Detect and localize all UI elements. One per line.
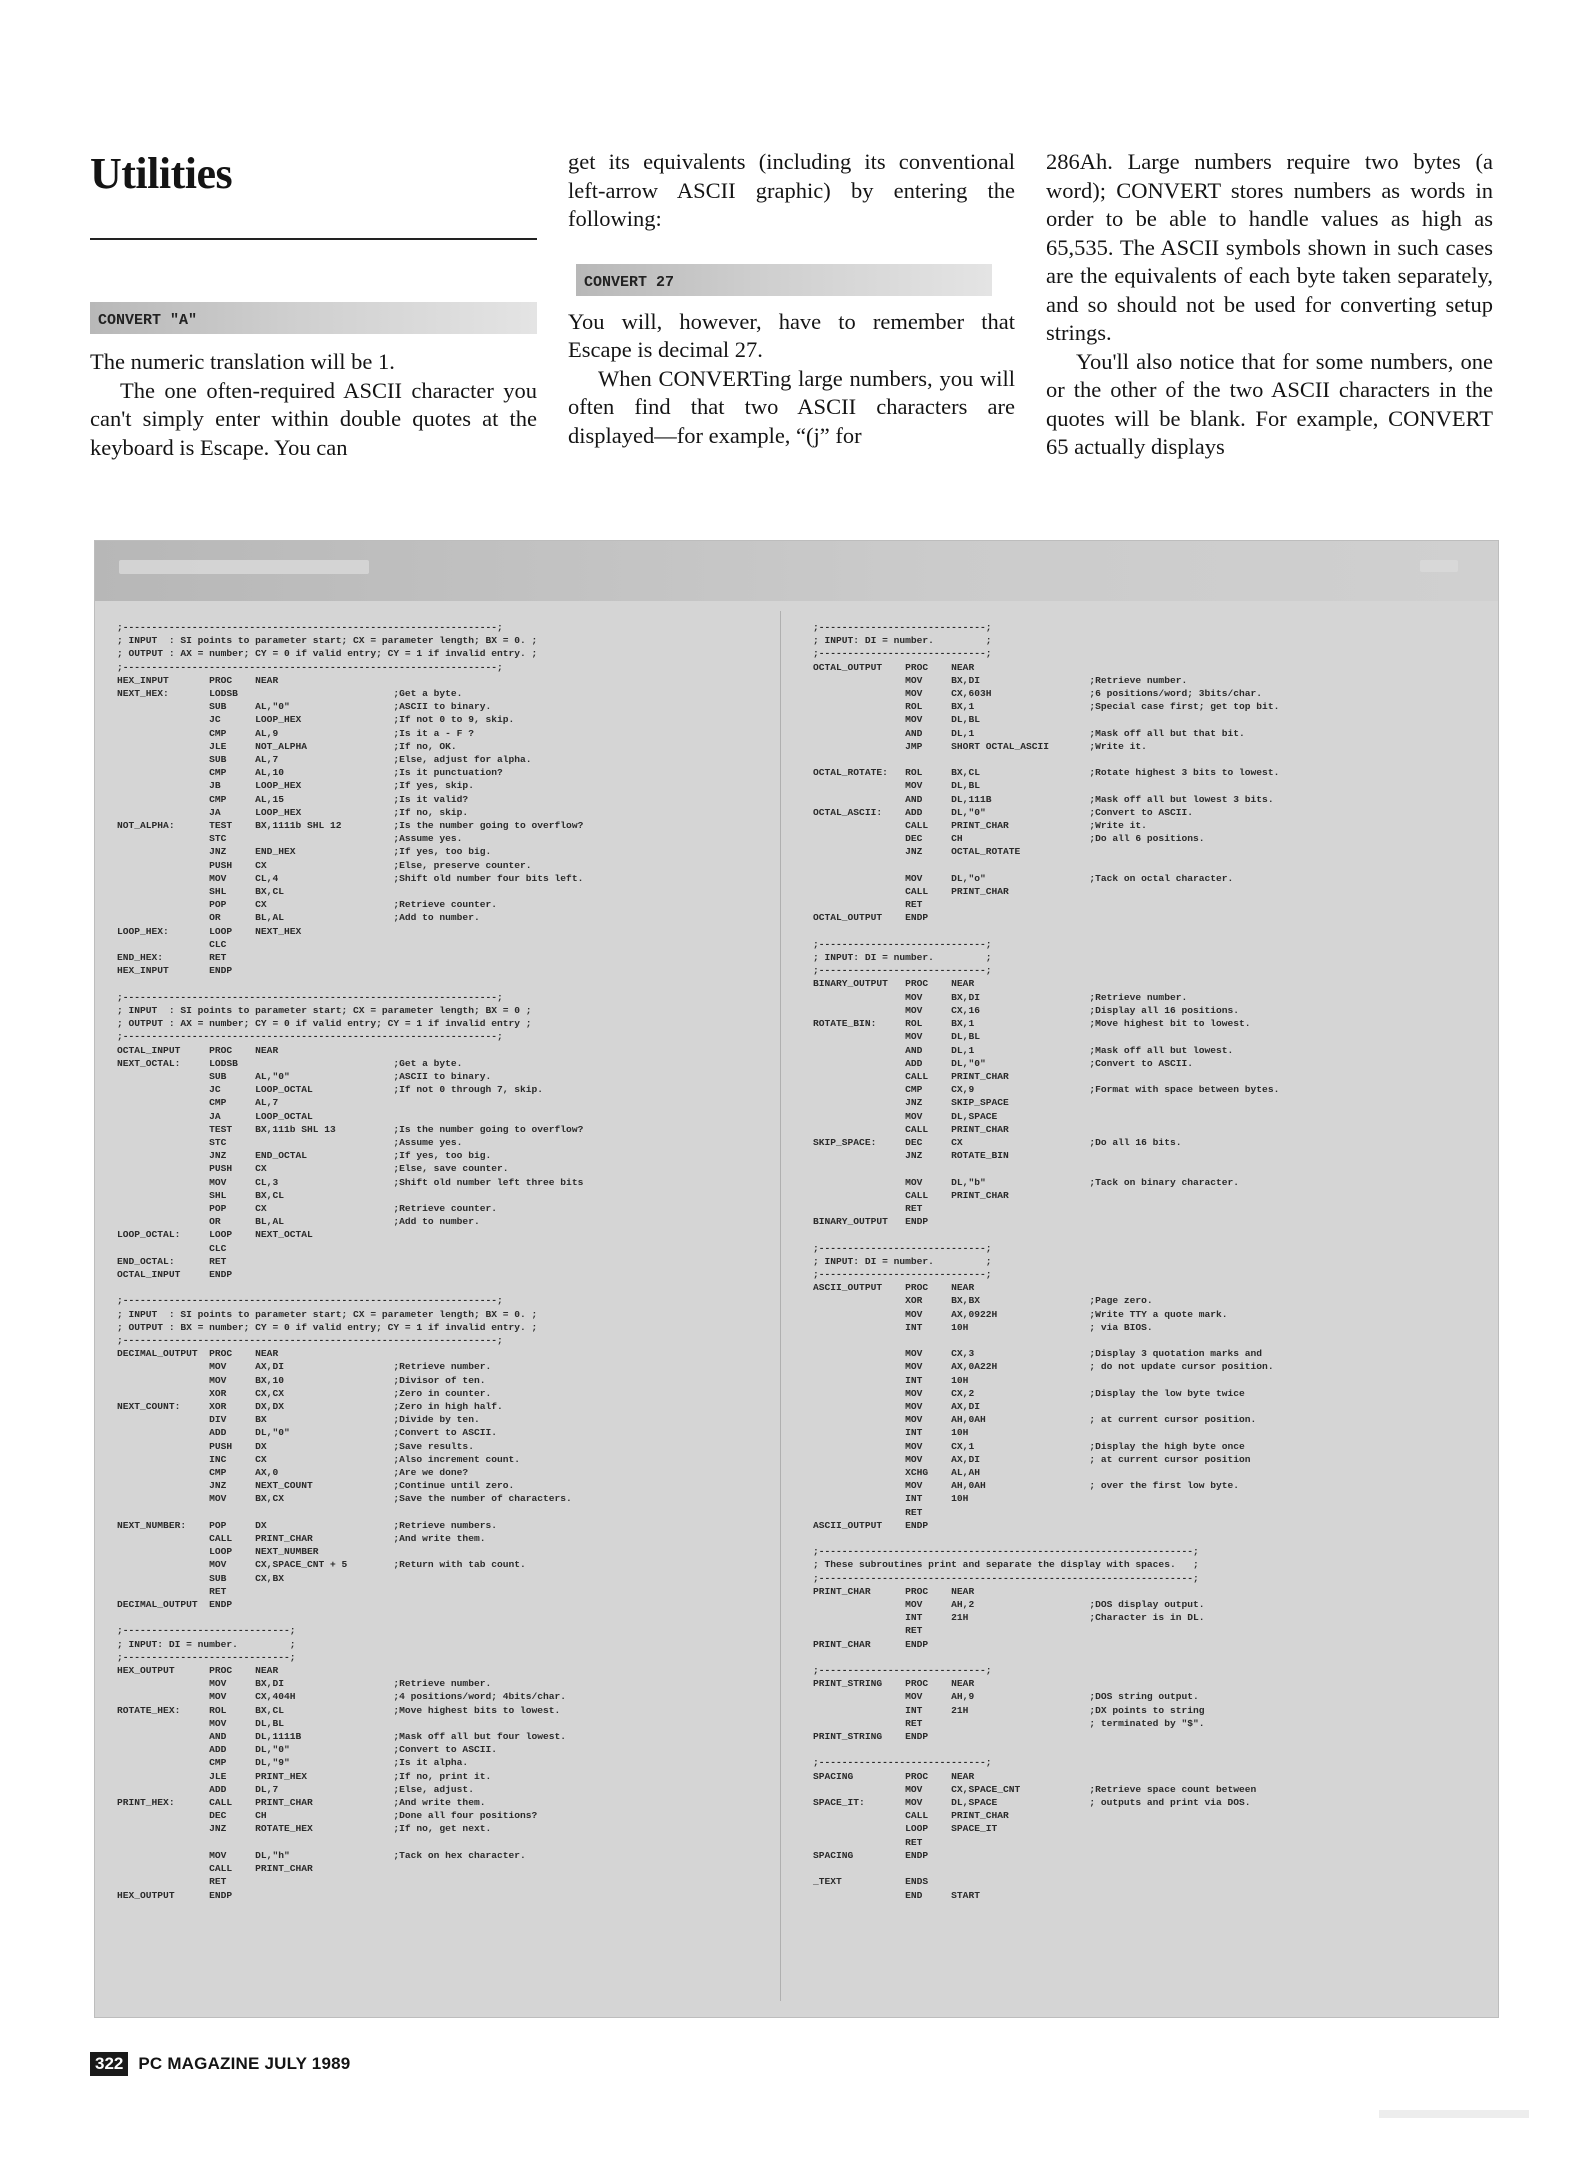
listing-header-label bbox=[119, 560, 369, 574]
paragraph: The one often-required ASCII character you can't simply enter within double quotes at the keyboard is Escape. You can bbox=[90, 377, 537, 460]
paragraph: You will, however, have to remember that Escape is decimal 27. bbox=[568, 308, 1015, 362]
corner-mark bbox=[1379, 2110, 1529, 2118]
paragraph: get its equivalents (including its conventional left-arrow ASCII graphic) by entering the following: bbox=[568, 149, 1015, 231]
paragraph: When CONVERTing large numbers, you will often find that two ASCII characters are displayed—for example, “(j” for bbox=[568, 365, 1015, 448]
publication-line: PC MAGAZINE JULY 1989 bbox=[138, 2054, 351, 2073]
column-divider bbox=[780, 611, 781, 2001]
page-number: 322 bbox=[90, 2052, 128, 2076]
code-column-right: ;-----------------------------; ; INPUT: DI = number. ; ;-----------------------------; OCTAL_OUTPUT PROC NEAR MOV BX,DI ;Retrieve number. MOV CX,603H ;6 positions/word; 3bits/char. ROL BX,1 ;Special case first; get top bit. MOV DL,BL AND DL,1 ;Mask off all but that bit. JMP SHORT OCTAL_ASCII ;Write it. OCTAL_ROTATE: ROL BX,CL ;Rotate highest 3 bits to lowest. MOV DL,BL AND DL,111B ;Mask off all but lowest 3 bits. OCTAL_ASCII: ADD DL,"0" ;Convert to ASCII. CALL PRINT_CHAR ;Write it. DEC CH ;Do all 6 positions. JNZ OCTAL_ROTATE MOV DL,"o" ;Tack on octal character. CALL PRINT_CHAR RET OCTAL_OUTPUT ENDP ;-----------------------------; ; INPUT: DI = number. ; ;-----------------------------; BINARY_OUTPUT PROC NEAR MOV BX,DI ;Retrieve number. MOV CX,16 ;Display all 16 positions. ROTATE_BIN: ROL BX,1 ;Move highest bit to lowest. MOV DL,BL AND DL,1 ;Mask off all but lowest. ADD DL,"0" ;Convert to ASCII. CALL PRINT_CHAR CMP CX,9 ;Format with space between bytes. JNZ SKIP_SPACE MOV DL,SPACE CALL PRINT_CHAR SKIP_SPACE: DEC CX ;Do all 16 bits. JNZ ROTATE_BIN MOV DL,"b" ;Tack on binary character. CALL PRINT_CHAR RET BINARY_OUTPUT ENDP ;-----------------------------; ; INPUT: DI = number. ; ;-----------------------------; ASCII_OUTPUT PROC NEAR XOR BX,BX ;Page zero. MOV AX,0922H ;Write TTY a quote mark. INT 10H ; via BIOS. MOV CX,3 ;Display 3 quotation marks and MOV AX,0A22H ; do not update cursor position. INT 10H MOV CX,2 ;Display the low byte twice MOV AX,DI MOV AH,0AH ; at current cursor position. INT 10H MOV CX,1 ;Display the high byte once MOV AX,DI ; at current cursor position XCHG AL,AH MOV AH,0AH ; over the first low byte. INT 10H RET ASCII_OUTPUT ENDP ;-----------------------------------------------------------------; ; These subroutines print and separate the display with spaces. ; ;-----------------------------------------------------------------; PRINT_CHAR PROC NEAR MOV AH,2 ;DOS display output. INT 21H ;Character is in DL. RET PRINT_CHAR ENDP ;-----------------------------; PRINT_STRING PROC NEAR MOV AH,9 ;DOS string output. INT 21H ;DX points to string RET ; terminated by "$". PRINT_STRING ENDP ;-----------------------------; SPACING PROC NEAR MOV CX,SPACE_CNT ;Retrieve space count between SPACE_IT: MOV DL,SPACE ; outputs and print via DOS. CALL PRINT_CHAR LOOP SPACE_IT RET SPACING ENDP _TEXT ENDS END START bbox=[813, 622, 1280, 1901]
page-footer bbox=[90, 2052, 350, 2076]
code-example: CONVERT "A" bbox=[90, 302, 537, 334]
listing-header-bar bbox=[95, 541, 1498, 601]
code-column-left: ;-----------------------------------------------------------------; ; INPUT : SI points to parameter start; CX = parameter length; BX = 0. ; ; OUTPUT : AX = number; CY = 0 if valid entry; CY = 1 if invalid entry. ; ;-----------------------------------------------------------------; HEX_INPUT PROC NEAR NEXT_HEX: LODSB ;Get a byte. SUB AL,"0" ;ASCII to binary. JC LOOP_HEX ;If not 0 to 9, skip. CMP AL,9 ;Is it a - F ? JLE NOT_ALPHA ;If no, OK. SUB AL,7 ;Else, adjust for alpha. CMP AL,10 ;Is it punctuation? JB LOOP_HEX ;If yes, skip. CMP AL,15 ;Is it valid? JA LOOP_HEX ;If no, skip. NOT_ALPHA: TEST BX,1111b SHL 12 ;Is the number going to overflow? STC ;Assume yes. JNZ END_HEX ;If yes, too big. PUSH CX ;Else, preserve counter. MOV CL,4 ;Shift old number four bits left. SHL BX,CL POP CX ;Retrieve counter. OR BL,AL ;Add to number. LOOP_HEX: LOOP NEXT_HEX CLC END_HEX: RET HEX_INPUT ENDP ;-----------------------------------------------------------------; ; INPUT : SI points to parameter start; CX = parameter length; BX = 0 ; ; OUTPUT : AX = number; CY = 0 if valid entry; CY = 1 if invalid entry ; ;-----------------------------------------------------------------; OCTAL_INPUT PROC NEAR NEXT_OCTAL: LODSB ;Get a byte. SUB AL,"0" ;ASCII to binary. JC LOOP_OCTAL ;If not 0 through 7, skip. CMP AL,7 JA LOOP_OCTAL TEST BX,111b SHL 13 ;Is the number going to overflow? STC ;Assume yes. JNZ END_OCTAL ;If yes, too big. PUSH CX ;Else, save counter. MOV CL,3 ;Shift old number left three bits SHL BX,CL POP CX ;Retrieve counter. OR BL,AL ;Add to number. LOOP_OCTAL: LOOP NEXT_OCTAL CLC END_OCTAL: RET OCTAL_INPUT ENDP ;-----------------------------------------------------------------; ; INPUT : SI points to parameter start; CX = parameter length; BX = 0. ; ; OUTPUT : BX = number; CY = 0 if valid entry; CY = 1 if invalid entry. ; ;-----------------------------------------------------------------; DECIMAL_OUTPUT PROC NEAR MOV AX,DI ;Retrieve number. MOV BX,10 ;Divisor of ten. XOR CX,CX ;Zero in counter. NEXT_COUNT: XOR DX,DX ;Zero in high half. DIV BX ;Divide by ten. ADD DL,"0" ;Convert to ASCII. PUSH DX ;Save results. INC CX ;Also increment count. CMP AX,0 ;Are we done? JNZ NEXT_COUNT ;Continue until zero. MOV BX,CX ;Save the number of characters. NEXT_NUMBER: POP DX ;Retrieve numbers. CALL PRINT_CHAR ;And write them. LOOP NEXT_NUMBER MOV CX,SPACE_CNT + 5 ;Return with tab count. SUB CX,BX RET DECIMAL_OUTPUT ENDP ;-----------------------------; ; INPUT: DI = number. ; ;-----------------------------; HEX_OUTPUT PROC NEAR MOV BX,DI ;Retrieve number. MOV CX,404H ;4 positions/word; 4bits/char. ROTATE_HEX: ROL BX,CL ;Move highest bits to lowest. MOV DL,BL AND DL,1111B ;Mask off all but four lowest. ADD DL,"0" ;Convert to ASCII. CMP DL,"9" ;Is it alpha. JLE PRINT_HEX ;If no, print it. ADD DL,7 ;Else, adjust. PRINT_HEX: CALL PRINT_CHAR ;And write them. DEC CH ;Done all four positions? JNZ ROTATE_HEX ;If no, get next. MOV DL,"h" ;Tack on hex character. CALL PRINT_CHAR RET HEX_OUTPUT ENDP bbox=[117, 622, 584, 1901]
paragraph: You'll also notice that for some numbers, one or the other of the two ASCII characters in the quotes will be blank. For example, CONVERT 65 actually displays bbox=[1046, 348, 1493, 459]
text-column-1 bbox=[90, 302, 537, 462]
program-listing bbox=[94, 540, 1499, 2018]
text-column-3 bbox=[1046, 148, 1493, 462]
section-title: Utilities bbox=[90, 149, 233, 198]
title-rule bbox=[90, 238, 537, 240]
paragraph: The numeric translation will be 1. bbox=[90, 349, 395, 374]
paragraph: 286Ah. Large numbers require two bytes (a word); CONVERT stores numbers as words in order to be able to handle values as high as 65,535. The ASCII symbols shown in such cases are the equivalents of each byte taken separately, and so should not be used for converting setup strings. bbox=[1046, 149, 1493, 345]
listing-header-tag bbox=[1420, 560, 1458, 572]
code-example: CONVERT 27 bbox=[576, 264, 992, 296]
text-column-2 bbox=[568, 148, 1015, 450]
